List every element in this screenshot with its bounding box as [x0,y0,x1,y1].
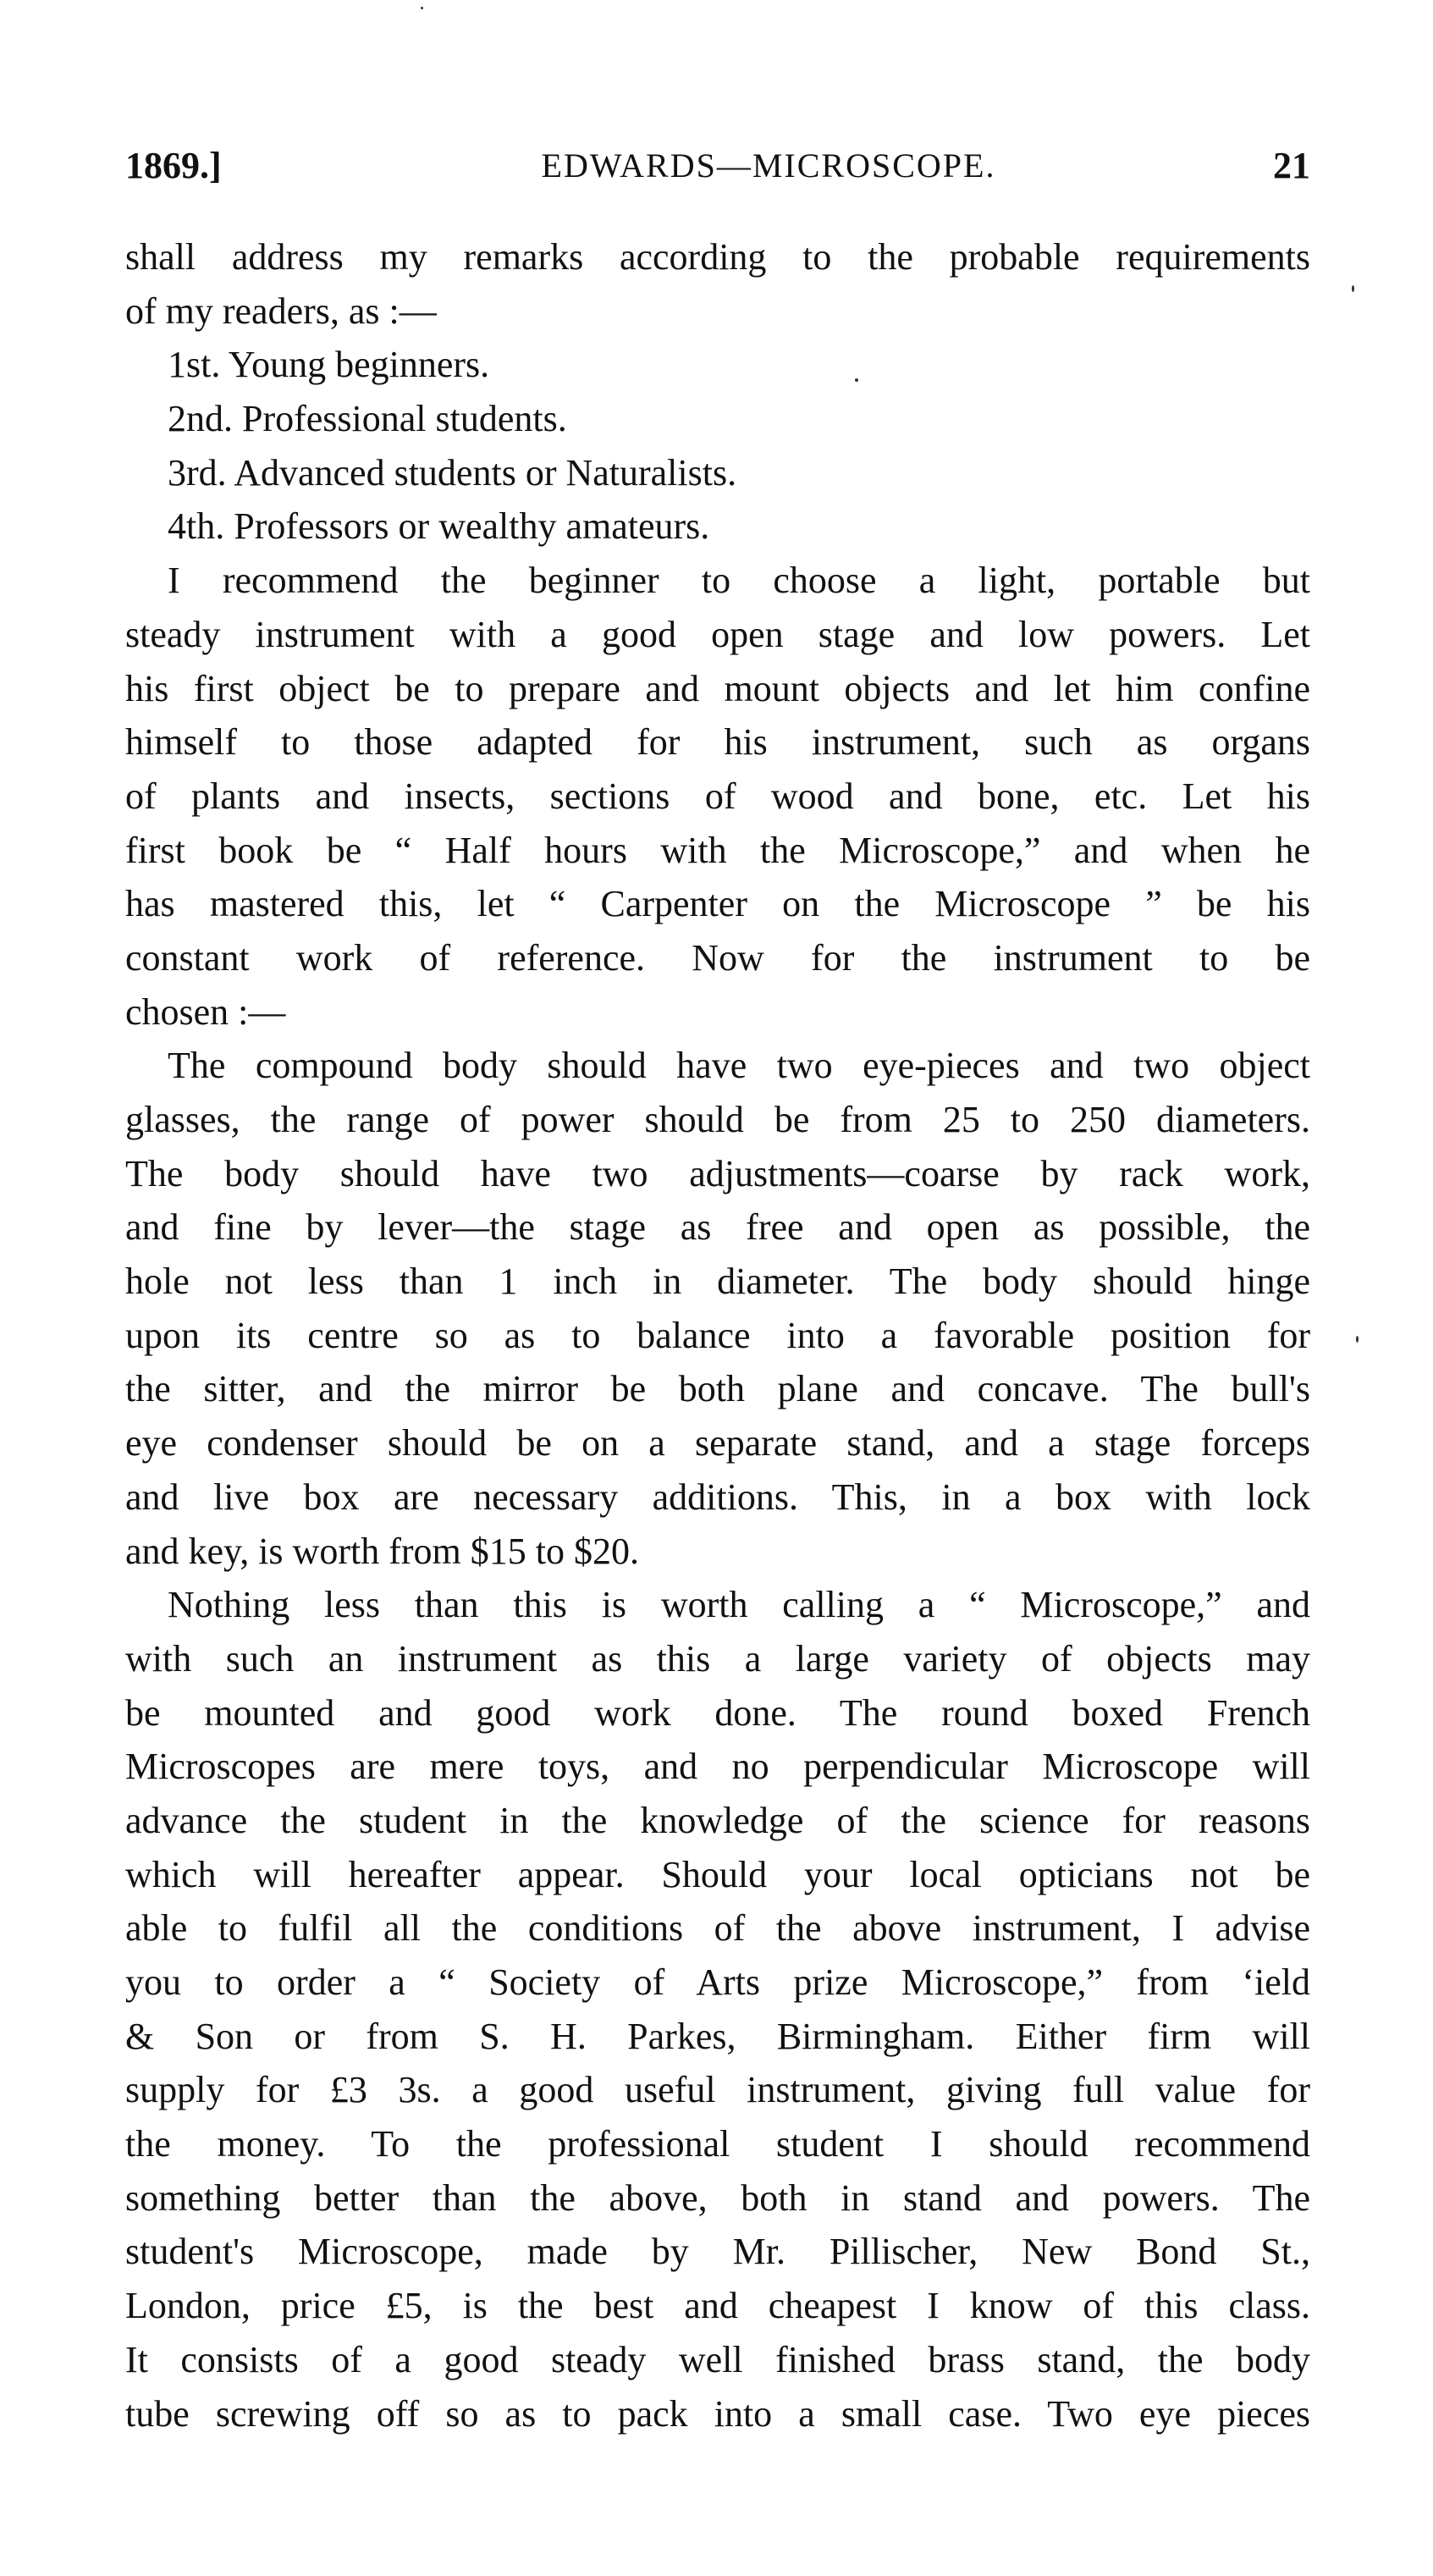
text-line: The body should have two adjustments—coarse by rack work, [125,1152,1310,1194]
text-line: of my readers, as :— [125,290,437,332]
text-line: student's Microscope, made by Mr. Pillischer, New Bond St., [125,2231,1310,2273]
text-line: of plants and insects, sections of wood and bone, etc. Let his [125,775,1310,817]
text-line: the sitter, and the mirror be both plane and concave. The bull's [125,1368,1310,1410]
text-line: his first object be to prepare and mount objects and let him confine [125,667,1310,709]
text-line: which will hereafter appear. Should your local opticians not be [125,1853,1310,1895]
text-line: Microscopes are mere toys, and no perpendicular Microscope will [125,1746,1310,1788]
body-text [125,230,1310,2441]
text-line: be mounted and good work done. The round boxed French [125,1691,1310,1734]
text-line: able to fulfil all the conditions of the above instrument, I advise [125,1907,1310,1950]
text-line: with such an instrument as this a large variety of objects may [125,1637,1310,1680]
paragraph-first-line: The compound body should have two eye-pieces and two object [168,1045,1310,1087]
list-item: 4th. Professors or wealthy amateurs. [168,505,710,548]
text-line: chosen :— [125,990,286,1033]
paragraph-first-line: I recommend the beginner to choose a light, portable but [168,560,1310,602]
text-line: hole not less than 1 inch in diameter. The body should hinge [125,1260,1310,1303]
text-line: advance the student in the knowledge of the science for reasons [125,1799,1310,1841]
header-year: 1869.] [125,145,222,186]
text-line: steady instrument with a good open stage and low powers. Let [125,613,1310,655]
list-item: 1st. Young beginners. [168,344,490,386]
text-line: It consists of a good steady well finished brass stand, the body [125,2338,1310,2380]
text-line: the money. To the professional student I should recommend [125,2123,1310,2165]
text-line: himself to those adapted for his instrument, such as organs [125,721,1310,764]
text-line: and fine by lever—the stage as free and open as possible, the [125,1206,1310,1249]
text-line: glasses, the range of power should be from 25 to 250 diameters. [125,1099,1310,1140]
text-line: first book be “ Half hours with the Microscope,” and when he [125,829,1310,871]
running-title: EDWARDS—MICROSCOPE. [541,146,996,185]
list-item: 2nd. Professional students. [168,398,567,440]
text-line: you to order a “ Society of Arts prize Microscope,” from ‘ield [125,1961,1310,2003]
running-header [125,141,1310,191]
print-speck [1356,1336,1359,1343]
text-line: something better than the above, both in stand and powers. The [125,2176,1310,2219]
text-line: and live box are necessary additions. This, in a box with lock [125,1476,1310,1518]
list-item: 3rd. Advanced students or Naturalists. [168,451,737,494]
text-line: supply for £3 3s. a good useful instrument, giving full value for [125,2069,1310,2111]
text-line: has mastered this, let “ Carpenter on the Microscope ” be his [125,883,1310,925]
paragraph-first-line: Nothing less than this is worth calling a “ Microscope,” and [168,1584,1310,1626]
text-line: constant work of reference. Now for the instrument to be [125,936,1310,979]
text-line: & Son or from S. H. Parkes, Birmingham. Either firm will [125,2015,1310,2057]
text-line: upon its centre so as to balance into a favorable position for [125,1314,1310,1356]
page-number: 21 [1273,145,1310,186]
print-speck [855,378,858,382]
text-line: shall address my remarks according to the probable requirements [125,236,1310,278]
text-line: eye condenser should be on a separate stand, and a stage forceps [125,1422,1310,1465]
text-line: tube screwing off so as to pack into a small case. Two eye pieces [125,2392,1310,2435]
text-line: and key, is worth from $15 to $20. [125,1530,639,1572]
print-speck [421,7,423,9]
print-speck [1352,285,1354,292]
text-line: London, price £5, is the best and cheapest I know of this class. [125,2285,1310,2327]
